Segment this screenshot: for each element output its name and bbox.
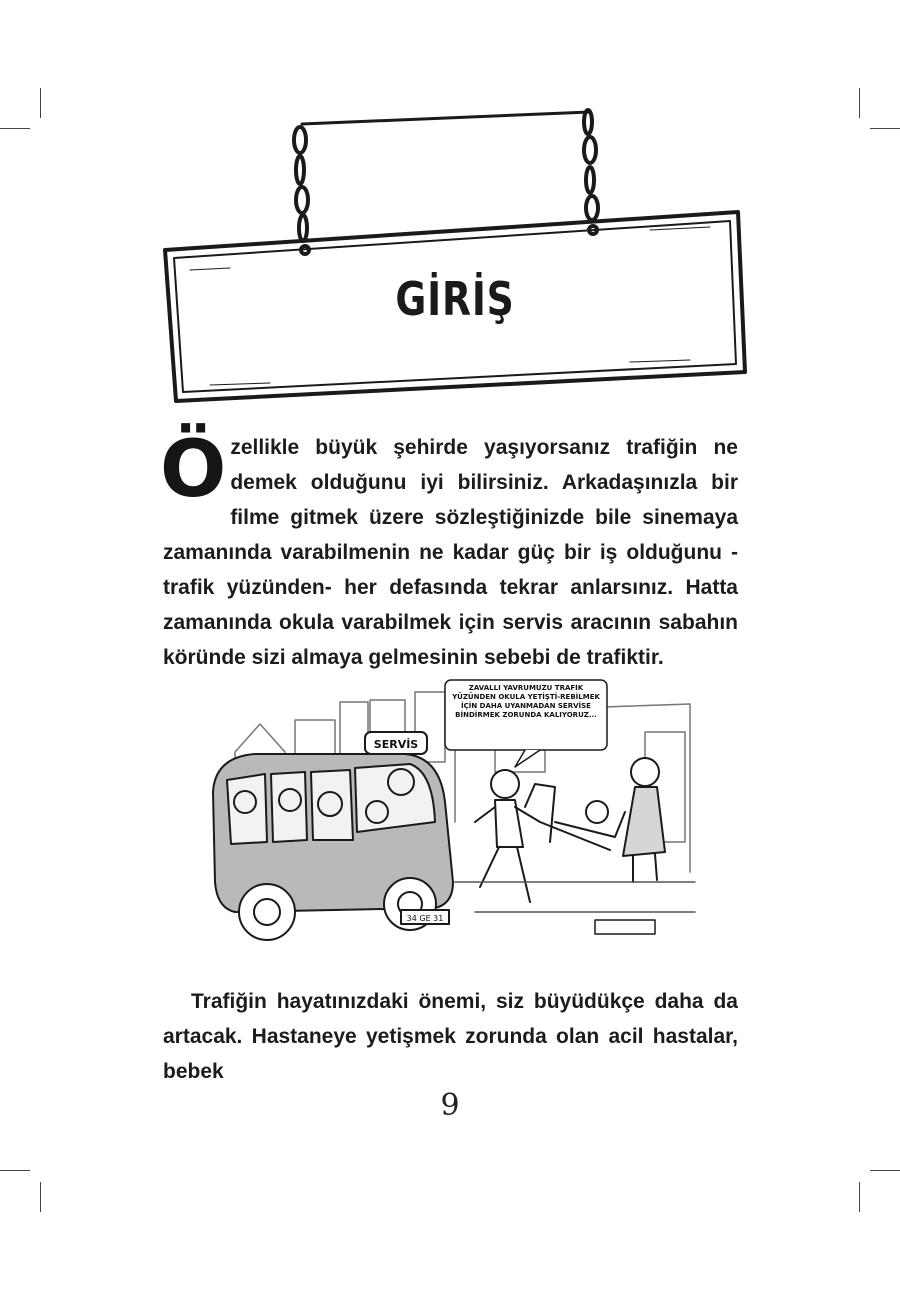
crop-mark (0, 128, 30, 129)
body-paragraph: Trafiğin hayatınızdaki önemi, siz büyüdükçe daha da artacak. Hastaneye yetişmek zorunda olan acil hastalar, bebek (163, 990, 738, 1083)
intro-paragraph (160, 425, 738, 675)
drop-cap: Ö (160, 425, 227, 515)
mother-figure (623, 758, 665, 882)
crop-mark (870, 1170, 900, 1171)
crop-mark (40, 1182, 41, 1212)
crop-mark (859, 1182, 860, 1212)
left-chain (294, 127, 309, 254)
right-chain (584, 110, 598, 234)
bus-sign: SERVİS (373, 738, 419, 751)
top-bar (302, 112, 590, 124)
hanging-sign (150, 100, 760, 410)
drain-grate (595, 920, 655, 934)
bus (213, 732, 453, 940)
bed-with-child (525, 784, 625, 850)
chapter-title: GİRİŞ (395, 272, 515, 326)
crop-mark (870, 128, 900, 129)
sidewalk (455, 882, 695, 912)
intro-text: zellikle büyük şehirde yaşıyorsanız trafiğin ne demek olduğunu iyi bilirsiniz. Arkadaşınızla bir filme gitmek üzere sözleştiğinizde bile sinemaya zamanında varabilmenin ne kadar güç bir iş olduğunu -trafik yüzünden- her defasında tekrar anlarsınız. Hatta zamanında okula varabilmek için servis aracının sabahın köründe sizi almaya gelmesinin sebebi de trafiktir. (163, 436, 738, 669)
crop-mark (0, 1170, 30, 1171)
illustration-school-bus (205, 672, 705, 962)
speech-bubble-text: ZAVALLI YAVRUMUZU TRAFİK YÜZÜNDEN OKULA YETİŞTİ-REBİLMEK İÇİN DAHA UYANMADAN SERVİSE BİNDİRMEK ZORUNDA KALIYORUZ... (452, 684, 600, 719)
page-number: 9 (440, 1088, 460, 1123)
crop-mark (40, 88, 41, 118)
crop-mark (859, 88, 860, 118)
license-plate: 34 GE 31 (406, 914, 444, 923)
